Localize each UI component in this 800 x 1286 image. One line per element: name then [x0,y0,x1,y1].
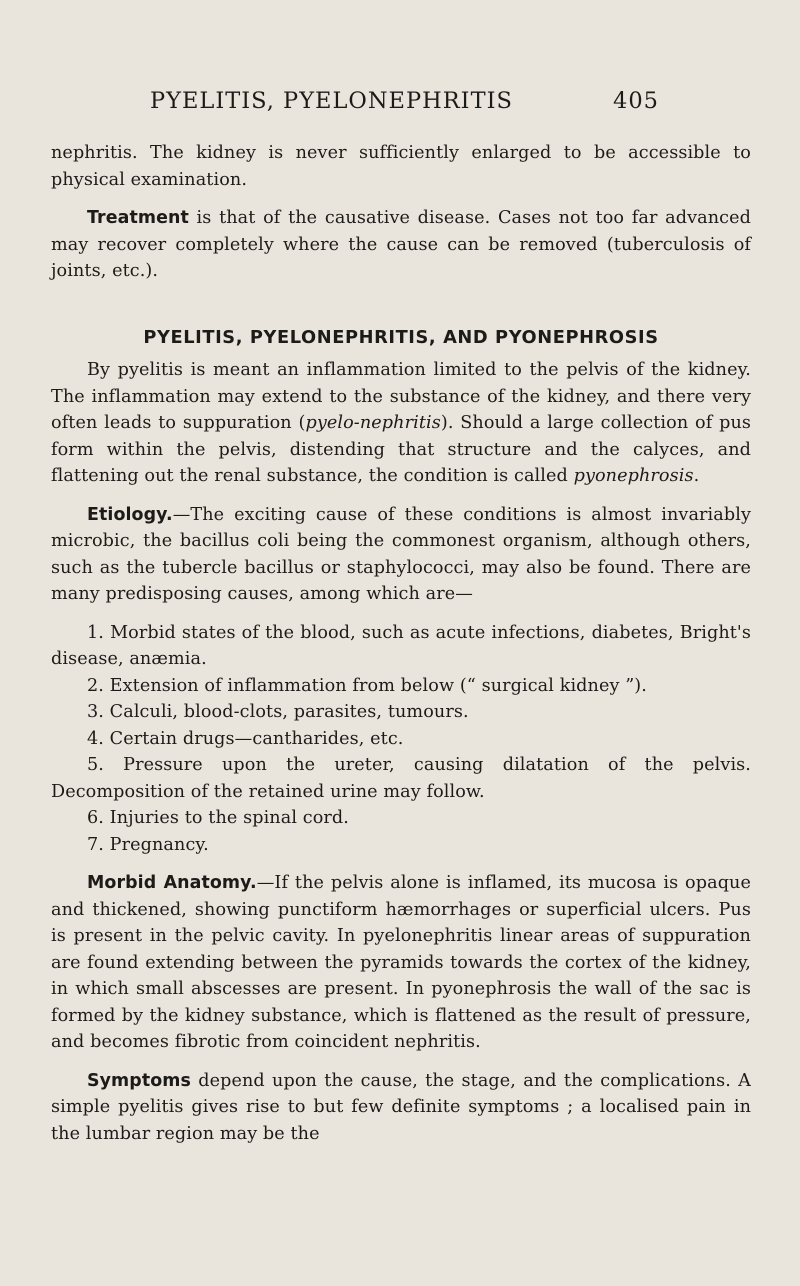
morbid-anatomy-text: —If the pelvis alone is inflamed, its mucosa is opaque and thickened, showing punctiform hæmorrhages or superficial ulcers. Pus is present in the pelvic cavity. In pyelonephritis linear areas of suppuration are found extending between the pyramids towards the cortex of the kidney, in which small abscesses are present. In pyonephrosis the wall of the sac is formed by the kidney substance, which is flattened as the result of pressure, and becomes fibrotic from coincident nephritis. [51,873,752,1052]
etiology-heading: Etiology. [87,504,173,525]
list-item: 6. Injuries to the spinal cord. [87,808,349,828]
treatment-paragraph [51,205,751,285]
pyonephrosis-term: pyonephrosis [573,466,694,486]
morbid-anatomy-paragraph [51,870,751,1056]
intro-text-a: By pyelitis is meant an inflammation limited to the pelvis of the kidney. The inflammation may extend to the substance of the kidney, and there very often leads to suppuration ( [51,360,751,433]
symptoms-paragraph [51,1068,751,1148]
etiology-paragraph [51,502,751,608]
body-text [51,140,751,1147]
symptoms-text: depend upon the cause, the stage, and the complications. A simple pyelitis gives rise to but few definite symptoms ; a localised pain in the lumbar region may be the [51,1070,751,1144]
page-number: 405 [613,88,659,114]
list-item: 4. Certain drugs—cantharides, etc. [87,728,404,749]
intro-text-c: . [693,466,700,486]
pyelonephritis-term: pyelo-nephritis [305,413,441,433]
list-item: 5. Pressure upon the ureter, causing dilatation of the pelvis. Decomposition of the retained urine may follow. [51,755,751,802]
treatment-text: is that of the causative disease. Cases not too far advanced may recover completely where the cause can be removed (tuberculosis of joints, etc.). [51,208,751,281]
list-item: 2. Extension of inflammation from below (“ surgical kidney ”). [87,675,647,696]
section-title: PYELITIS, PYELONEPHRITIS, AND PYONEPHROSIS [143,326,659,348]
list-item: 1. Morbid states of the blood, such as acute infections, diabetes, Bright's disease, anæmia. [51,622,751,669]
running-title: PYELITIS, PYELONEPHRITIS [150,88,513,114]
list-item: 7. Pregnancy. [87,834,209,855]
running-head [150,88,659,114]
treatment-heading: Treatment [87,208,189,228]
list-item: 3. Calculi, blood-clots, parasites, tumours. [87,702,469,722]
continuation-paragraph: nephritis. The kidney is never sufficiently enlarged to be accessible to physical examination. [51,143,751,190]
symptoms-heading: Symptoms [87,1070,191,1091]
intro-paragraph [51,357,751,490]
etiology-text: —The exciting cause of these conditions is almost invariably microbic, the bacillus coli being the commonest organism, although others, such as the tubercle bacillus or staphylococci, may also be found. There are many predisposing causes, among which are— [51,504,751,604]
intro-text-b: ). Should a large collection of pus form within the pelvis, distending that structure and the calyces, and flattening out the renal substance, the condition is called [51,413,752,486]
morbid-anatomy-heading: Morbid Anatomy. [87,873,257,893]
